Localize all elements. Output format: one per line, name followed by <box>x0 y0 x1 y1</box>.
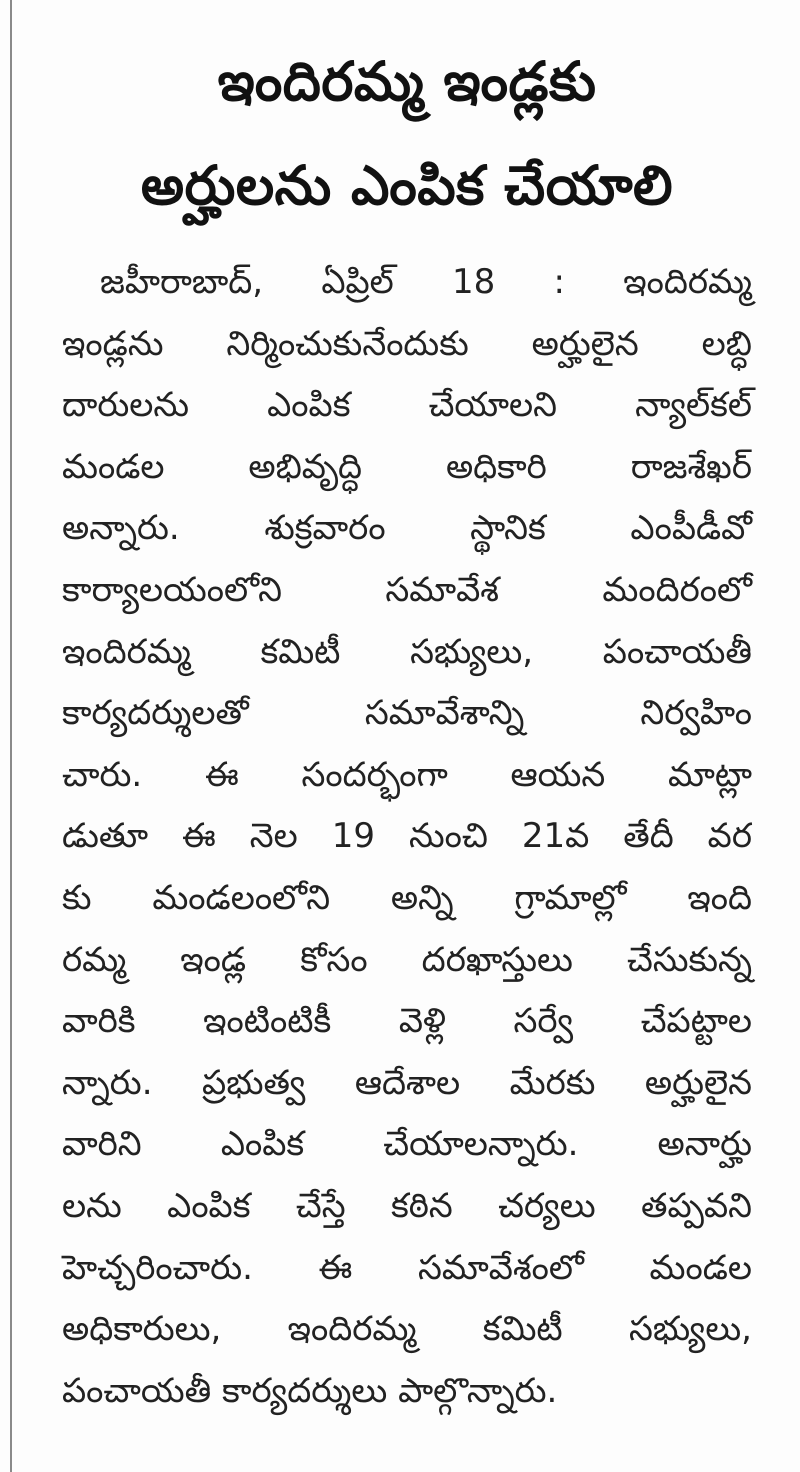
body-line-dateline: జహీరాబాద్, ఏప్రిల్ 18 : ఇందిరమ్మ <box>100 262 752 302</box>
body-line: వారిని ఎంపిక చేయాలన్నారు. అనార్హు <box>62 1124 752 1165</box>
column-divider <box>10 0 12 1472</box>
body-line: ఇందిరమ్మ కమిటీ సభ్యులు, పంచాయతీ <box>62 631 752 672</box>
body-line: ఇండ్లను నిర్మించుకునేందుకు అర్హులైన లబ్ధి <box>62 323 752 364</box>
body-line-final: పంచాయతీ కార్యదర్శులు పాల్గొన్నారు. <box>62 1370 558 1411</box>
body-line: చారు. ఈ సందర్భంగా ఆయన మాట్లా <box>62 754 752 795</box>
body-line: దారులను ఎంపిక చేయాలని న్యాల్‌కల్ <box>62 385 752 426</box>
news-article <box>62 30 752 1422</box>
article-body <box>62 252 752 1422</box>
body-line: కార్యదర్శులతో సమావేశాన్ని నిర్వహిం <box>62 693 752 734</box>
body-line: హెచ్చరించారు. ఈ సమావేశంలో మండల <box>62 1247 752 1288</box>
article-headline <box>62 30 752 238</box>
body-line: రమ్మ ఇండ్ల కోసం దరఖాస్తులు చేసుకున్న <box>62 939 752 980</box>
headline-line-2: అర్హులను ఎంపిక చేయాలి <box>140 154 674 217</box>
body-line: డుతూ ఈ నెల 19 నుంచి 21వ తేదీ వర <box>62 816 752 857</box>
body-line: అధికారులు, ఇందిరమ్మ కమిటీ సభ్యులు, <box>62 1309 752 1350</box>
body-line: వారికి ఇంటింటికీ వెళ్లి సర్వే చేపట్టాల <box>62 1001 752 1042</box>
body-line: లను ఎంపిక చేస్తే కఠిన చర్యలు తప్పవని <box>62 1185 752 1226</box>
body-line: కు మండలంలోని అన్ని గ్రామాల్లో ఇంది <box>62 877 752 918</box>
body-line: మండల అభివృద్ధి అధికారి రాజశేఖర్ <box>62 446 752 487</box>
body-line: న్నారు. ప్రభుత్వ ఆదేశాల మేరకు అర్హులైన <box>62 1062 752 1103</box>
body-line: కార్యాలయంలోని సమావేశ మందిరంలో <box>62 569 752 610</box>
headline-line-1: ఇందిరమ్మ ఇండ్లకు <box>217 50 597 113</box>
body-line: అన్నారు. శుక్రవారం స్థానిక ఎంపీడీవో <box>62 508 752 549</box>
